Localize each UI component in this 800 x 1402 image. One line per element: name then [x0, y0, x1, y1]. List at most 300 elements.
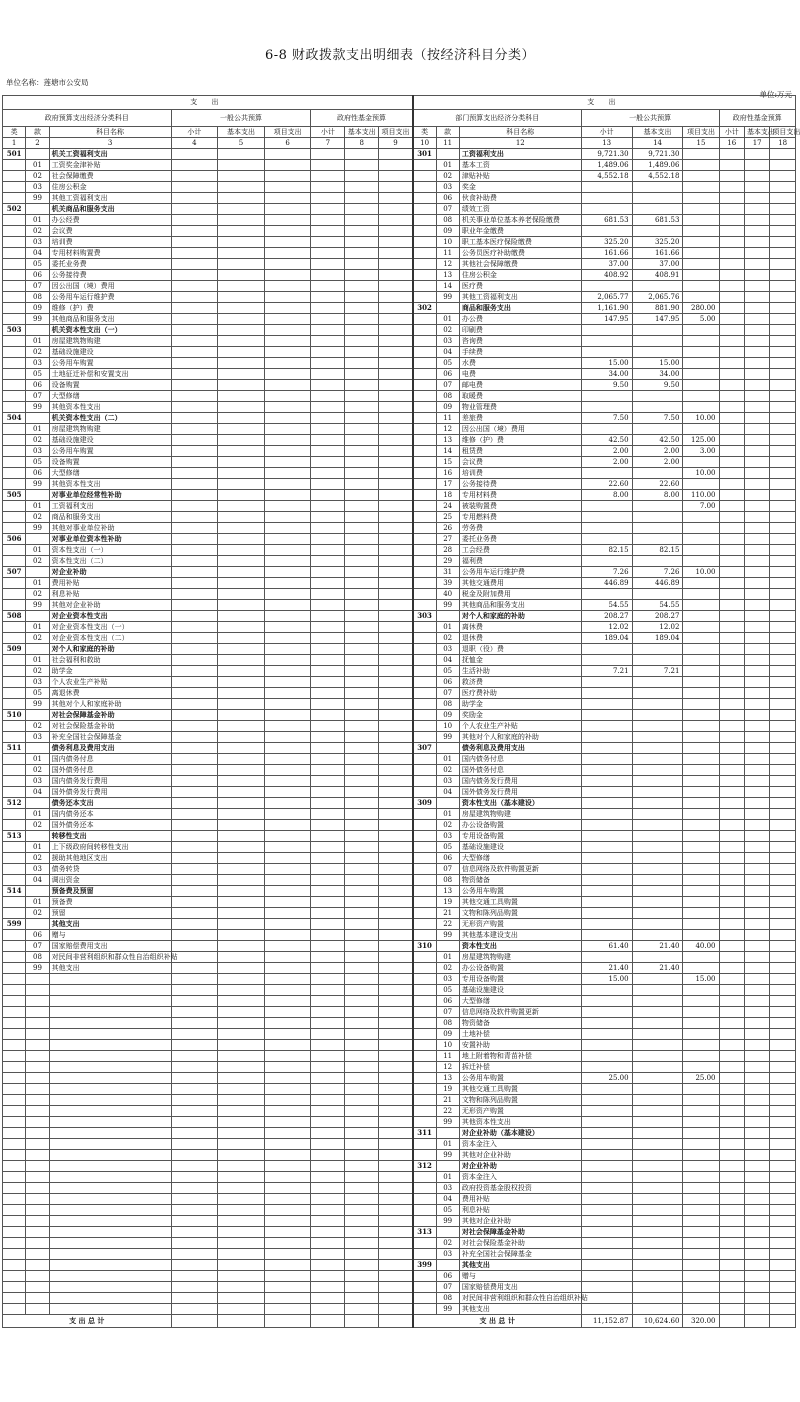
- right-fund-basic: [744, 1073, 769, 1084]
- left-item-code: 06: [26, 930, 49, 941]
- left-class-code: [3, 512, 26, 523]
- right-subject-name: 文物和陈列品购置: [459, 1095, 581, 1106]
- table-row: [3, 1183, 796, 1194]
- right-fund-basic: [744, 292, 769, 303]
- table-row: [3, 853, 796, 864]
- left-item-code: [26, 1238, 49, 1249]
- left-general-subtotal: [171, 369, 218, 380]
- table-row: [3, 644, 796, 655]
- left-general-basic: [218, 1051, 265, 1062]
- right-fund-basic: [744, 160, 769, 171]
- left-general-basic: [218, 369, 265, 380]
- left-general-subtotal: [171, 281, 218, 292]
- table-row: [3, 798, 796, 809]
- left-item-code: 01: [26, 809, 49, 820]
- right-fund-subtotal: [719, 1227, 744, 1238]
- right-class-code: [413, 754, 436, 765]
- left-fund-basic: [345, 336, 379, 347]
- left-class-code: [3, 1216, 26, 1227]
- right-general-subtotal: [581, 908, 632, 919]
- left-class-code: 509: [3, 644, 26, 655]
- right-fund-project: [770, 1084, 796, 1095]
- left-general-basic: [218, 1216, 265, 1227]
- left-fund-basic: [345, 754, 379, 765]
- left-general-project: [264, 864, 311, 875]
- left-fund-subtotal: [311, 149, 345, 160]
- table-row: [3, 985, 796, 996]
- left-fund-subtotal: [311, 985, 345, 996]
- left-fund-basic: [345, 622, 379, 633]
- right-class-code: [413, 171, 436, 182]
- header-expense-left: 支 出: [3, 96, 413, 110]
- right-fund-subtotal: [719, 193, 744, 204]
- right-class-code: [413, 193, 436, 204]
- right-fund-project: [770, 149, 796, 160]
- right-class-code: [413, 952, 436, 963]
- left-class-code: [3, 369, 26, 380]
- left-general-project: [264, 1150, 311, 1161]
- left-general-basic: [218, 1084, 265, 1095]
- left-general-project: [264, 171, 311, 182]
- right-subject-name: 基本工资: [459, 160, 581, 171]
- right-fund-subtotal: [719, 1073, 744, 1084]
- right-fund-project: [770, 930, 796, 941]
- left-item-code: 08: [26, 292, 49, 303]
- left-class-code: [3, 974, 26, 985]
- right-general-project: [683, 1106, 719, 1117]
- col-lei: 类: [413, 127, 436, 138]
- left-subject-name: 国外债务发行费用: [49, 787, 171, 798]
- right-fund-subtotal: [719, 1029, 744, 1040]
- right-general-subtotal: 61.40: [581, 941, 632, 952]
- right-fund-basic: [744, 963, 769, 974]
- left-general-project: [264, 622, 311, 633]
- right-item-code: [436, 1128, 459, 1139]
- right-fund-subtotal: [719, 391, 744, 402]
- left-fund-basic: [345, 897, 379, 908]
- left-fund-basic: [345, 1249, 379, 1260]
- left-fund-basic: [345, 721, 379, 732]
- right-fund-subtotal: [719, 1040, 744, 1051]
- table-row: [3, 1117, 796, 1128]
- left-general-basic: [218, 336, 265, 347]
- left-subject-name: [49, 1018, 171, 1029]
- right-item-code: [436, 743, 459, 754]
- left-fund-project: [379, 1282, 413, 1293]
- table-row: [3, 1051, 796, 1062]
- left-general-project: [264, 1084, 311, 1095]
- left-item-code: 01: [26, 215, 49, 226]
- right-general-subtotal: [581, 1249, 632, 1260]
- left-fund-project: [379, 446, 413, 457]
- left-general-basic: [218, 831, 265, 842]
- table-row: [3, 1271, 796, 1282]
- right-subject-name: 基础设施建设: [459, 842, 581, 853]
- right-general-basic: [632, 1062, 683, 1073]
- left-fund-basic: [345, 699, 379, 710]
- left-subject-name: 房屋建筑物购建: [49, 424, 171, 435]
- right-item-code: 01: [436, 1172, 459, 1183]
- left-general-subtotal: [171, 974, 218, 985]
- right-fund-subtotal: [719, 457, 744, 468]
- right-item-code: 05: [436, 1205, 459, 1216]
- right-fund-project: [770, 204, 796, 215]
- right-general-subtotal: [581, 1018, 632, 1029]
- left-subject-name: 国外债务付息: [49, 765, 171, 776]
- left-fund-basic: [345, 1128, 379, 1139]
- left-fund-basic: [345, 842, 379, 853]
- right-item-code: 14: [436, 281, 459, 292]
- right-fund-subtotal: [719, 490, 744, 501]
- left-general-subtotal: [171, 1183, 218, 1194]
- left-item-code: 02: [26, 908, 49, 919]
- right-fund-subtotal: [719, 809, 744, 820]
- left-item-code: 04: [26, 787, 49, 798]
- right-fund-subtotal: [719, 831, 744, 842]
- left-item-code: [26, 1084, 49, 1095]
- right-item-code: 18: [436, 490, 459, 501]
- left-general-project: [264, 1051, 311, 1062]
- right-general-subtotal: 446.89: [581, 578, 632, 589]
- left-fund-basic: [345, 1282, 379, 1293]
- right-general-project: [683, 644, 719, 655]
- left-subject-name: 债务还本支出: [49, 798, 171, 809]
- right-class-code: [413, 600, 436, 611]
- left-fund-project: [379, 831, 413, 842]
- right-general-basic: [632, 754, 683, 765]
- left-item-code: [26, 1117, 49, 1128]
- right-item-code: 99: [436, 1304, 459, 1315]
- right-fund-basic: [744, 655, 769, 666]
- right-general-subtotal: 22.60: [581, 479, 632, 490]
- left-fund-subtotal: [311, 182, 345, 193]
- left-general-basic: [218, 1106, 265, 1117]
- right-fund-subtotal: [719, 259, 744, 270]
- right-fund-subtotal: [719, 985, 744, 996]
- right-subject-name: 对企业补助: [459, 1161, 581, 1172]
- left-fund-subtotal: [311, 248, 345, 259]
- right-general-subtotal: [581, 1062, 632, 1073]
- right-item-code: 12: [436, 259, 459, 270]
- right-general-project: [683, 732, 719, 743]
- left-item-code: [26, 567, 49, 578]
- left-general-project: [264, 1018, 311, 1029]
- left-general-subtotal: [171, 842, 218, 853]
- right-general-project: [683, 600, 719, 611]
- left-fund-project: [379, 941, 413, 952]
- right-general-basic: 147.95: [632, 314, 683, 325]
- right-fund-project: [770, 479, 796, 490]
- left-general-subtotal: [171, 633, 218, 644]
- left-subject-name: 对社会保障基金补助: [49, 710, 171, 721]
- left-subject-name: 债务利息及费用支出: [49, 743, 171, 754]
- right-subject-name: 其他对企业补助: [459, 1216, 581, 1227]
- left-class-code: [3, 1271, 26, 1282]
- column-number: 12: [459, 138, 581, 149]
- right-subject-name: 退职（役）费: [459, 644, 581, 655]
- left-fund-project: [379, 1216, 413, 1227]
- table-row: [3, 1139, 796, 1150]
- right-class-code: [413, 545, 436, 556]
- right-subject-name: 土地补偿: [459, 1029, 581, 1040]
- right-general-project: [683, 842, 719, 853]
- right-item-code: 03: [436, 336, 459, 347]
- left-fund-subtotal: [311, 952, 345, 963]
- left-item-code: [26, 149, 49, 160]
- right-class-code: [413, 699, 436, 710]
- right-general-subtotal: [581, 1029, 632, 1040]
- left-general-subtotal: [171, 853, 218, 864]
- right-class-code: [413, 732, 436, 743]
- left-fund-subtotal: [311, 1062, 345, 1073]
- left-general-basic: [218, 842, 265, 853]
- left-item-code: [26, 743, 49, 754]
- header-right-fund-budget: 政府性基金预算: [719, 110, 796, 127]
- right-fund-project: [770, 886, 796, 897]
- right-general-basic: [632, 743, 683, 754]
- right-fund-subtotal: [719, 567, 744, 578]
- left-item-code: 03: [26, 677, 49, 688]
- left-class-code: [3, 479, 26, 490]
- left-general-basic: [218, 1139, 265, 1150]
- right-fund-subtotal: [719, 952, 744, 963]
- left-general-basic: [218, 281, 265, 292]
- column-number: 13: [581, 138, 632, 149]
- left-subject-name: 社会福利和救助: [49, 655, 171, 666]
- left-class-code: [3, 688, 26, 699]
- right-fund-project: [770, 875, 796, 886]
- right-fund-subtotal: [719, 182, 744, 193]
- left-general-subtotal: [171, 237, 218, 248]
- right-general-project: [683, 1029, 719, 1040]
- left-general-basic: [218, 303, 265, 314]
- left-general-project: [264, 897, 311, 908]
- left-fund-project: [379, 347, 413, 358]
- left-fund-project: [379, 578, 413, 589]
- right-class-code: [413, 1249, 436, 1260]
- right-fund-subtotal: [719, 776, 744, 787]
- right-class-code: [413, 446, 436, 457]
- right-fund-subtotal: [719, 446, 744, 457]
- left-item-code: 01: [26, 424, 49, 435]
- right-general-subtotal: [581, 886, 632, 897]
- right-general-subtotal: [581, 281, 632, 292]
- left-fund-project: [379, 644, 413, 655]
- right-fund-project: [770, 1172, 796, 1183]
- left-general-project: [264, 1040, 311, 1051]
- right-general-project: [683, 820, 719, 831]
- right-subject-name: 其他工资福利支出: [459, 292, 581, 303]
- right-general-subtotal: [581, 1150, 632, 1161]
- left-general-subtotal: [171, 754, 218, 765]
- right-fund-project: [770, 237, 796, 248]
- table-row: [3, 655, 796, 666]
- table-row: [3, 600, 796, 611]
- left-fund-project: [379, 457, 413, 468]
- left-general-basic: [218, 1260, 265, 1271]
- left-general-project: [264, 336, 311, 347]
- right-subject-name: 赠与: [459, 1271, 581, 1282]
- left-subject-name: [49, 1128, 171, 1139]
- right-subject-name: 专用设备购置: [459, 974, 581, 985]
- right-fund-project: [770, 1051, 796, 1062]
- right-fund-project: [770, 1029, 796, 1040]
- right-item-code: 06: [436, 853, 459, 864]
- left-general-subtotal: [171, 919, 218, 930]
- left-general-project: [264, 831, 311, 842]
- right-general-basic: [632, 468, 683, 479]
- left-fund-basic: [345, 281, 379, 292]
- right-general-basic: [632, 699, 683, 710]
- left-item-code: 08: [26, 952, 49, 963]
- left-fund-basic: [345, 798, 379, 809]
- left-subject-name: 其他对事业单位补助: [49, 523, 171, 534]
- left-general-basic: [218, 490, 265, 501]
- left-class-code: [3, 193, 26, 204]
- right-fund-basic: [744, 446, 769, 457]
- right-fund-basic: [744, 204, 769, 215]
- right-class-code: [413, 842, 436, 853]
- right-fund-subtotal: [719, 765, 744, 776]
- right-item-code: [436, 1227, 459, 1238]
- left-fund-subtotal: [311, 798, 345, 809]
- left-subject-name: [49, 1227, 171, 1238]
- left-subject-name: 赠与: [49, 930, 171, 941]
- left-general-basic: [218, 622, 265, 633]
- left-subject-name: 培训费: [49, 237, 171, 248]
- left-fund-subtotal: [311, 721, 345, 732]
- right-general-project: [683, 919, 719, 930]
- left-general-subtotal: [171, 644, 218, 655]
- right-class-code: [413, 358, 436, 369]
- col-kuan: 款: [436, 127, 459, 138]
- right-class-code: 311: [413, 1128, 436, 1139]
- left-subject-name: 专用材料购置费: [49, 248, 171, 259]
- right-subject-name: 公务用车运行维护费: [459, 567, 581, 578]
- table-row: [3, 578, 796, 589]
- right-general-basic: [632, 1029, 683, 1040]
- right-item-code: 03: [436, 974, 459, 985]
- right-fund-project: [770, 842, 796, 853]
- left-general-basic: [218, 1238, 265, 1249]
- left-general-basic: [218, 952, 265, 963]
- right-general-subtotal: [581, 1161, 632, 1172]
- left-general-basic: [218, 424, 265, 435]
- right-class-code: [413, 259, 436, 270]
- right-general-subtotal: [581, 468, 632, 479]
- right-general-project: [683, 853, 719, 864]
- left-general-project: [264, 842, 311, 853]
- left-general-basic: [218, 589, 265, 600]
- left-fund-basic: [345, 380, 379, 391]
- column-number: 18: [770, 138, 796, 149]
- right-fund-basic: [744, 270, 769, 281]
- left-item-code: 05: [26, 688, 49, 699]
- right-item-code: 03: [436, 182, 459, 193]
- right-general-project: [683, 204, 719, 215]
- right-general-project: [683, 369, 719, 380]
- left-class-code: [3, 1051, 26, 1062]
- right-fund-subtotal: [719, 237, 744, 248]
- left-fund-project: [379, 380, 413, 391]
- left-general-basic: [218, 325, 265, 336]
- left-fund-project: [379, 193, 413, 204]
- right-general-project: [683, 1260, 719, 1271]
- left-general-project: [264, 149, 311, 160]
- col-subtotal: 小计: [171, 127, 218, 138]
- header-expense-right: 支 出: [413, 96, 796, 110]
- left-class-code: [3, 842, 26, 853]
- left-subject-name: 设备购置: [49, 380, 171, 391]
- left-fund-basic: [345, 545, 379, 556]
- left-general-project: [264, 655, 311, 666]
- right-general-subtotal: 1,489.06: [581, 160, 632, 171]
- right-fund-basic: [744, 1040, 769, 1051]
- left-fund-project: [379, 600, 413, 611]
- left-class-code: [3, 215, 26, 226]
- right-fund-project: [770, 1205, 796, 1216]
- right-general-subtotal: 15.00: [581, 974, 632, 985]
- right-fund-subtotal: [719, 908, 744, 919]
- left-subject-name: 上下级政府间转移性支出: [49, 842, 171, 853]
- left-item-code: 06: [26, 468, 49, 479]
- left-fund-project: [379, 270, 413, 281]
- left-subject-name: 预备费: [49, 897, 171, 908]
- table-row: [3, 281, 796, 292]
- right-general-basic: [632, 1139, 683, 1150]
- left-general-basic: [218, 1194, 265, 1205]
- right-general-subtotal: [581, 655, 632, 666]
- right-general-subtotal: [581, 721, 632, 732]
- left-fund-project: [379, 1029, 413, 1040]
- left-fund-basic: [345, 985, 379, 996]
- left-subject-name: 对企业资本性支出（二）: [49, 633, 171, 644]
- right-subject-name: 房屋建筑物购建: [459, 809, 581, 820]
- right-fund-project: [770, 655, 796, 666]
- left-fund-subtotal: [311, 578, 345, 589]
- left-item-code: 03: [26, 732, 49, 743]
- table-row: [3, 1260, 796, 1271]
- right-subject-name: 税金及附加费用: [459, 589, 581, 600]
- left-fund-basic: [345, 567, 379, 578]
- right-fund-project: [770, 160, 796, 171]
- table-row: [3, 523, 796, 534]
- left-general-subtotal: [171, 1095, 218, 1106]
- left-subject-name: 商品和服务支出: [49, 512, 171, 523]
- right-general-basic: [632, 1249, 683, 1260]
- left-general-basic: [218, 1227, 265, 1238]
- left-general-subtotal: [171, 314, 218, 325]
- left-fund-project: [379, 776, 413, 787]
- right-general-subtotal: [581, 864, 632, 875]
- left-general-subtotal: [171, 864, 218, 875]
- left-fund-project: [379, 1084, 413, 1095]
- left-item-code: [26, 886, 49, 897]
- right-fund-basic: [744, 644, 769, 655]
- left-class-code: [3, 1117, 26, 1128]
- left-general-subtotal: [171, 303, 218, 314]
- right-fund-basic: [744, 622, 769, 633]
- right-class-code: 302: [413, 303, 436, 314]
- left-general-subtotal: [171, 600, 218, 611]
- left-fund-subtotal: [311, 215, 345, 226]
- table-row: [3, 204, 796, 215]
- left-general-subtotal: [171, 996, 218, 1007]
- left-general-basic: [218, 1183, 265, 1194]
- right-fund-basic: [744, 710, 769, 721]
- right-general-project: [683, 248, 719, 259]
- left-general-subtotal: [171, 149, 218, 160]
